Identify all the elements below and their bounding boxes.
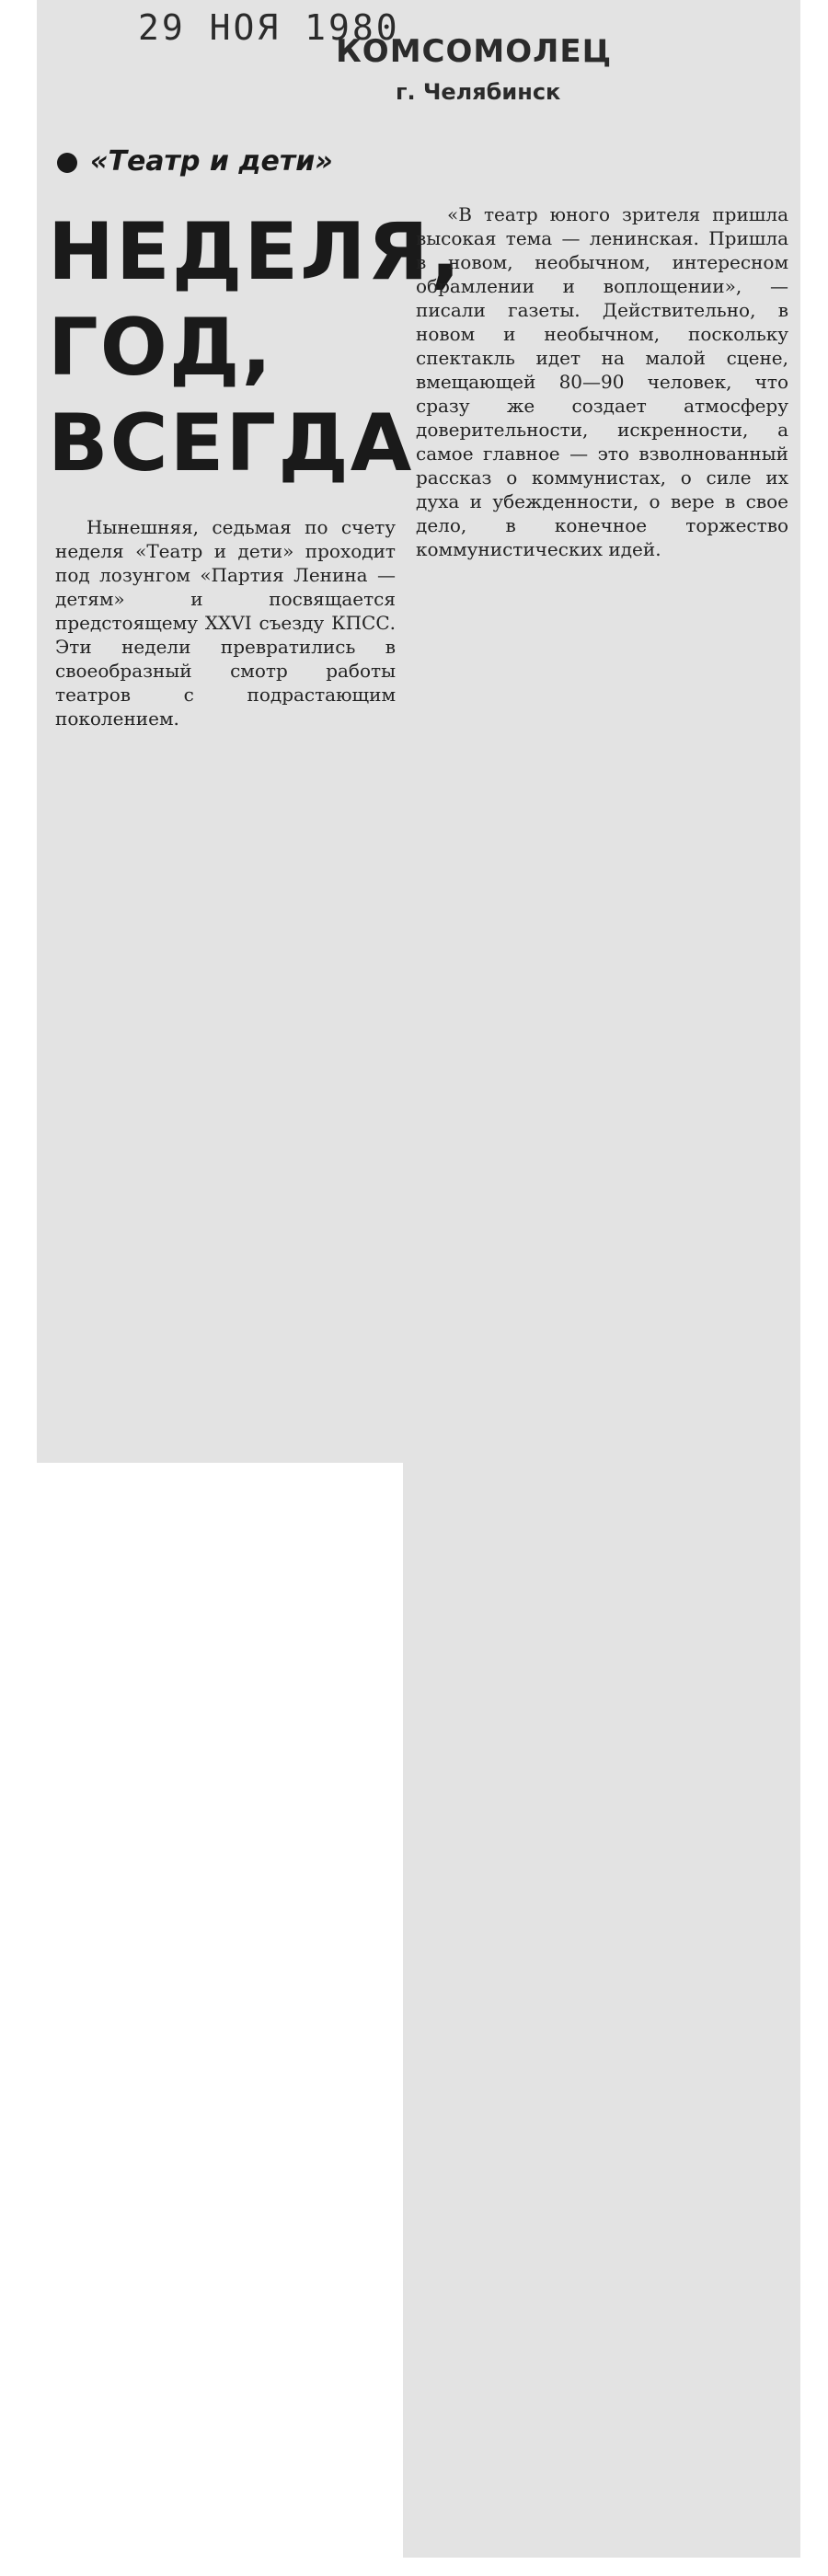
paragraph: «В театр юного зрителя пришла высокая тема — ленинская. Пришла в новом, необычном, интересном обрамлении и воплощении», — писали газеты. Действительно, в новом и необычном, поскольку спектакль идет на малой сцене, вмещающей 80—90 человек, что сразу же создает атмосферу доверительности, искренности, а самое главное — это взволнованный рассказ о коммунистах, о силе их духа и убежденности, о вере в свое дело, в конечное торжество коммунистических идей. [416, 203, 788, 560]
headline [48, 204, 463, 491]
newspaper-name: КОМСОМОЛЕЦ [336, 33, 613, 70]
paragraph: Нынешняя, седьмая по счету неделя «Театр и дети» проходит под лозунгом «Партия Ленина — детям» и посвящается предстоящему XXVI съезду КПСС. Эти недели превратились в своеобразный смотр работы театров с подрастающим поколением. [55, 516, 396, 730]
rubric-label [57, 145, 333, 178]
bullet-dot-icon [57, 153, 77, 173]
headline-line-3: ВСЕГДА [48, 397, 414, 489]
headline-line-1: НЕДЕЛЯ, [48, 206, 463, 298]
newspaper-city: г. Челябинск [396, 79, 561, 105]
article-column-left [55, 515, 396, 1444]
article-column-right [416, 202, 788, 2539]
headline-line-2: ГОД, [48, 302, 274, 394]
archive-date-stamp: 29 НОЯ 1980 [138, 7, 400, 48]
rubric-text: «Театр и дети» [90, 145, 333, 178]
